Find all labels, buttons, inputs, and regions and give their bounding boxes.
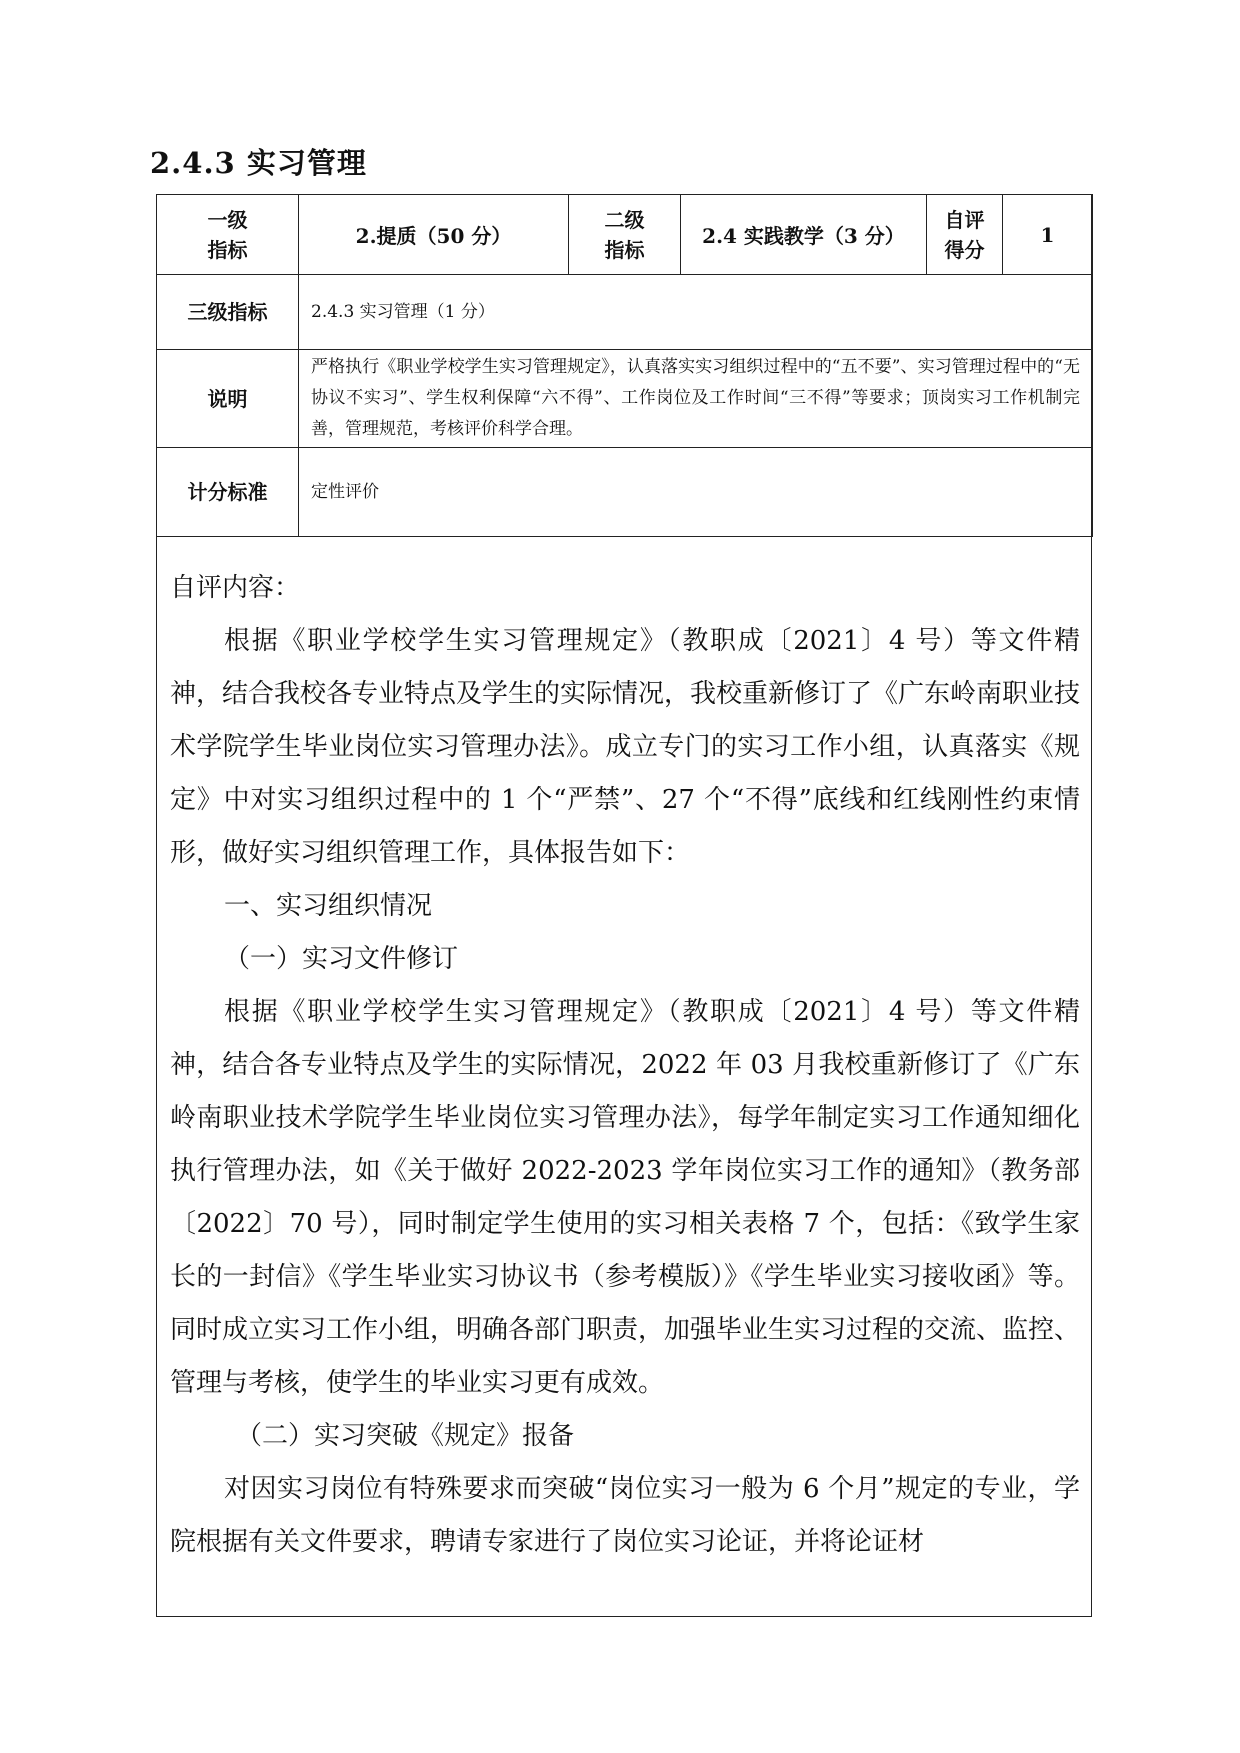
subsection-heading-1: （一）实习文件修订	[224, 944, 459, 974]
table-row-scoring	[157, 448, 1093, 537]
self-evaluation-content	[170, 562, 1080, 1569]
score-label-cell	[927, 195, 1003, 275]
score-label-line1: 自评	[944, 207, 985, 232]
table-row-level3	[157, 275, 1093, 350]
paragraph-3: 对因实习岗位有特殊要求而突破“岗位实习一般为 6 个月”规定的专业，学院根据有关文件要求，聘请专家进行了岗位实习论证，并将论证材	[170, 1474, 1080, 1557]
description-label: 说明	[157, 350, 299, 448]
paragraph-1: 根据《职业学校学生实习管理规定》（教职成〔2021〕4 号）等文件精神，结合我校各专业特点及学生的实际情况，我校重新修订了《广东岭南职业技术学院学生毕业岗位实习管理办法》。成立专门的实习工作小组，认真落实《规定》中对实习组织过程中的 1 个“严禁”、27 个“不得”底线和红线刚性约束情形，做好实习组织管理工作，具体报告如下：	[170, 626, 1081, 868]
level1-label-cell	[157, 195, 299, 275]
score-label-line2: 得分	[944, 237, 985, 262]
table-row-levels	[157, 195, 1093, 275]
level3-value: 2.4.3 实习管理（1 分）	[299, 275, 1093, 350]
section-heading: 2.4.3 实习管理	[150, 146, 367, 180]
level1-label-line1: 一级	[207, 207, 248, 232]
indicator-table	[156, 194, 1093, 537]
score-value: 1	[1003, 195, 1093, 275]
level2-label-line2: 指标	[604, 237, 645, 262]
level1-value: 2.提质（50 分）	[299, 195, 569, 275]
level1-label-line2: 指标	[207, 237, 248, 262]
level2-value: 2.4 实践教学（3 分）	[681, 195, 927, 275]
scoring-label: 计分标准	[157, 448, 299, 537]
level3-label: 三级指标	[157, 275, 299, 350]
paragraph-2: 根据《职业学校学生实习管理规定》（教职成〔2021〕4 号）等文件精神，结合各专业特点及学生的实际情况，2022 年 03 月我校重新修订了《广东岭南职业技术学院学生毕业岗位实习管理办法》，每学年制定实习工作通知细化执行管理办法，如《关于做好 2022-2023 学年岗位实习工作的通知》（教务部〔2022〕70 号），同时制定学生使用的实习相关表格 7 个，包括：《致学生家长的一封信》《学生毕业实习协议书（参考模版）》《学生毕业实习接收函》等。同时成立实习工作小组，明确各部门职责，加强毕业生实习过程的交流、监控、管理与考核，使学生的毕业实习更有成效。	[170, 997, 1081, 1398]
level2-label-cell	[569, 195, 681, 275]
intro-label: 自评内容：	[170, 573, 301, 603]
table-row-description	[157, 350, 1093, 448]
level2-label-line1: 二级	[604, 207, 645, 232]
scoring-value: 定性评价	[299, 448, 1093, 537]
subsection-heading-2: （二）实习突破《规定》报备	[236, 1421, 575, 1451]
section-heading-1: 一、实习组织情况	[224, 891, 433, 921]
description-value: 严格执行《职业学校学生实习管理规定》，认真落实实习组织过程中的“五不要”、实习管理过程中的“无协议不实习”、学生权利保障“六不得”、工作岗位及工作时间“三不得”等要求；顶岗实习工作机制完善，管理规范，考核评价科学合理。	[299, 350, 1093, 448]
